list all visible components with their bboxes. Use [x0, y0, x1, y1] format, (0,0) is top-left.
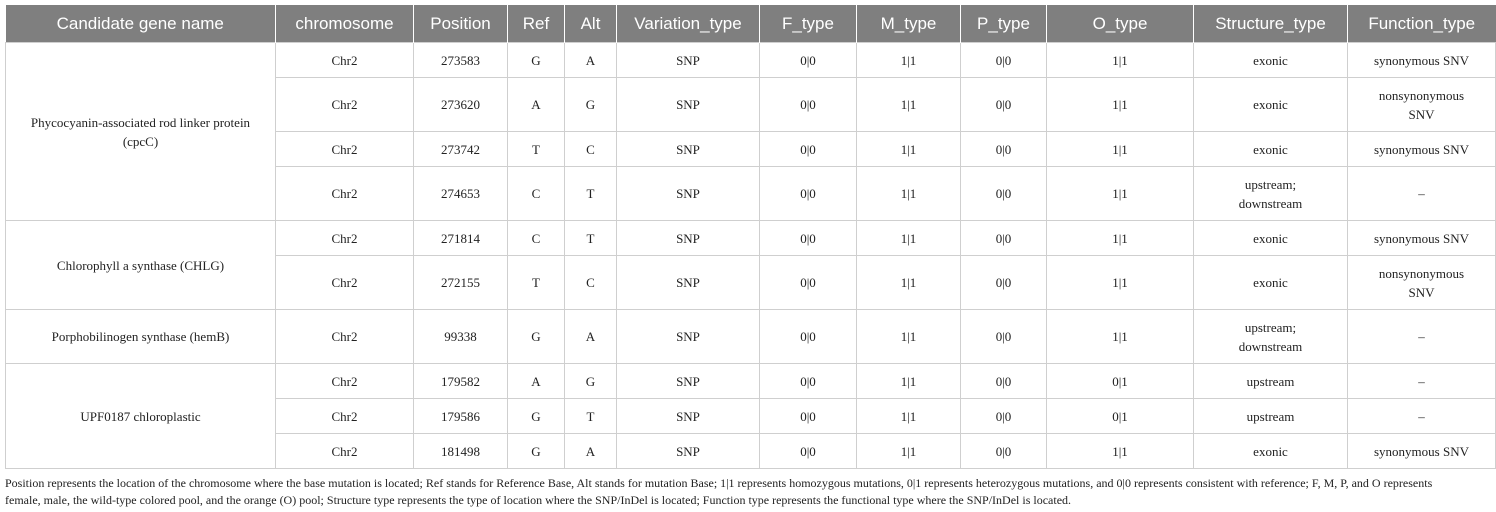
p-type-cell: 0|0 — [961, 167, 1047, 221]
table-header — [6, 5, 1496, 43]
position-cell: 271814 — [414, 221, 508, 256]
ref-cell: A — [508, 364, 565, 399]
gene-name-cell — [6, 364, 276, 469]
structure-type-cell — [1194, 310, 1348, 364]
f-type-cell: 0|0 — [760, 43, 857, 78]
ref-cell: G — [508, 43, 565, 78]
function-type-line: synonymous SNV — [1374, 443, 1469, 459]
o-type-cell: 1|1 — [1047, 167, 1194, 221]
column-header: Variation_type — [617, 5, 760, 43]
table-footnote: Position represents the location of the chromosome where the base mutation is located; Ref stands for Reference Base, Alt stands for mutation Base; 1|1 represents homozygous mutations, 0|1 represents heterozygous mutations, and 0|0 represents consistent with reference; F, M, P, and O represents female, male, the wild-type colored pool, and the orange (O) pool; Structure type represents the type of location where the SNP/InDel is located; Function type represents the functional type where the SNP/InDel is located. — [5, 476, 1433, 507]
function-type-cell — [1348, 221, 1496, 256]
gene-name: Phycocyanin-associated rod linker protein — [30, 114, 251, 130]
structure-type-line: downstream — [1238, 338, 1303, 354]
variation-type-cell: SNP — [617, 78, 760, 132]
chromosome-cell: Chr2 — [276, 221, 414, 256]
m-type-cell: 1|1 — [857, 221, 961, 256]
alt-cell: G — [565, 78, 617, 132]
column-header: P_type — [961, 5, 1047, 43]
f-type-cell: 0|0 — [760, 78, 857, 132]
structure-type-line: exonic — [1253, 141, 1288, 157]
gene-name: UPF0187 chloroplastic — [80, 408, 201, 424]
o-type-cell: 1|1 — [1047, 43, 1194, 78]
ref-cell: C — [508, 221, 565, 256]
p-type-cell: 0|0 — [961, 256, 1047, 310]
ref-cell: C — [508, 167, 565, 221]
structure-type-line: exonic — [1253, 97, 1288, 112]
function-type-line: – — [1418, 373, 1425, 389]
table-row — [6, 43, 1496, 78]
p-type-cell: 0|0 — [961, 132, 1047, 167]
p-type-cell: 0|0 — [961, 434, 1047, 469]
function-type-line: – — [1418, 329, 1425, 344]
variation-type-cell: SNP — [617, 132, 760, 167]
position-cell: 99338 — [414, 310, 508, 364]
column-header: Ref — [508, 5, 565, 43]
position-cell: 274653 — [414, 167, 508, 221]
position-cell: 179582 — [414, 364, 508, 399]
f-type-cell: 0|0 — [760, 221, 857, 256]
table-body — [6, 43, 1496, 469]
o-type-cell: 1|1 — [1047, 221, 1194, 256]
p-type-cell: 0|0 — [961, 310, 1047, 364]
chromosome-cell: Chr2 — [276, 310, 414, 364]
header-row — [6, 5, 1496, 43]
chromosome-cell: Chr2 — [276, 364, 414, 399]
gene-abbreviation: (cpcC) — [122, 133, 159, 149]
alt-cell: T — [565, 167, 617, 221]
chromosome-cell: Chr2 — [276, 78, 414, 132]
table-row — [6, 221, 1496, 256]
gene-name-cell — [6, 310, 276, 364]
function-type-line: synonymous SNV — [1374, 141, 1469, 157]
structure-type-line: downstream — [1238, 195, 1303, 211]
alt-cell: T — [565, 221, 617, 256]
column-header: Function_type — [1348, 5, 1496, 43]
alt-cell: T — [565, 399, 617, 434]
structure-type-line: exonic — [1253, 275, 1288, 290]
column-header: F_type — [760, 5, 857, 43]
function-type-line: – — [1418, 186, 1425, 201]
structure-type-line: upstream; — [1244, 319, 1297, 335]
structure-type-cell — [1194, 256, 1348, 310]
o-type-cell: 1|1 — [1047, 78, 1194, 132]
o-type-cell: 0|1 — [1047, 399, 1194, 434]
p-type-cell: 0|0 — [961, 78, 1047, 132]
o-type-cell: 1|1 — [1047, 310, 1194, 364]
structure-type-cell — [1194, 399, 1348, 434]
f-type-cell: 0|0 — [760, 364, 857, 399]
p-type-cell: 0|0 — [961, 399, 1047, 434]
variation-type-cell: SNP — [617, 43, 760, 78]
position-cell: 179586 — [414, 399, 508, 434]
o-type-cell: 1|1 — [1047, 132, 1194, 167]
o-type-cell: 1|1 — [1047, 434, 1194, 469]
position-cell: 181498 — [414, 434, 508, 469]
chromosome-cell: Chr2 — [276, 399, 414, 434]
variation-type-cell: SNP — [617, 399, 760, 434]
chromosome-cell: Chr2 — [276, 167, 414, 221]
gene-name: Porphobilinogen synthase (hemB) — [51, 329, 230, 344]
snp-table — [5, 5, 1496, 469]
o-type-cell: 0|1 — [1047, 364, 1194, 399]
alt-cell: G — [565, 364, 617, 399]
function-type-cell — [1348, 167, 1496, 221]
variation-type-cell: SNP — [617, 364, 760, 399]
column-header: M_type — [857, 5, 961, 43]
column-header: chromosome — [276, 5, 414, 43]
function-type-cell — [1348, 43, 1496, 78]
m-type-cell: 1|1 — [857, 167, 961, 221]
p-type-cell: 0|0 — [961, 43, 1047, 78]
structure-type-cell — [1194, 221, 1348, 256]
variation-type-cell: SNP — [617, 256, 760, 310]
o-type-cell: 1|1 — [1047, 256, 1194, 310]
function-type-line: SNV — [1408, 106, 1435, 122]
alt-cell: A — [565, 434, 617, 469]
ref-cell: G — [508, 399, 565, 434]
structure-type-line: exonic — [1253, 443, 1288, 459]
structure-type-cell — [1194, 434, 1348, 469]
column-header: Candidate gene name — [6, 5, 276, 43]
function-type-line: synonymous SNV — [1374, 52, 1469, 68]
structure-type-line: exonic — [1253, 52, 1288, 68]
structure-type-line: upstream — [1246, 408, 1295, 424]
function-type-cell — [1348, 256, 1496, 310]
function-type-cell — [1348, 132, 1496, 167]
position-cell: 272155 — [414, 256, 508, 310]
function-type-cell — [1348, 434, 1496, 469]
m-type-cell: 1|1 — [857, 399, 961, 434]
f-type-cell: 0|0 — [760, 434, 857, 469]
structure-type-cell — [1194, 132, 1348, 167]
position-cell: 273742 — [414, 132, 508, 167]
variation-type-cell: SNP — [617, 221, 760, 256]
position-cell: 273620 — [414, 78, 508, 132]
table-row — [6, 310, 1496, 364]
structure-type-cell — [1194, 364, 1348, 399]
ref-cell: T — [508, 132, 565, 167]
f-type-cell: 0|0 — [760, 310, 857, 364]
table-container — [5, 5, 1476, 509]
function-type-line: nonsynonymous — [1378, 265, 1465, 281]
structure-type-line: upstream — [1246, 373, 1295, 389]
position-cell: 273583 — [414, 43, 508, 78]
m-type-cell: 1|1 — [857, 256, 961, 310]
structure-type-line: exonic — [1253, 230, 1288, 246]
function-type-line: synonymous SNV — [1374, 230, 1469, 246]
table-row — [6, 364, 1496, 399]
f-type-cell: 0|0 — [760, 256, 857, 310]
m-type-cell: 1|1 — [857, 364, 961, 399]
variation-type-cell: SNP — [617, 310, 760, 364]
p-type-cell: 0|0 — [961, 221, 1047, 256]
ref-cell: A — [508, 78, 565, 132]
gene-name-cell — [6, 43, 276, 221]
function-type-cell — [1348, 364, 1496, 399]
structure-type-line: upstream; — [1244, 176, 1297, 192]
chromosome-cell: Chr2 — [276, 256, 414, 310]
ref-cell: G — [508, 310, 565, 364]
alt-cell: A — [565, 310, 617, 364]
variation-type-cell: SNP — [617, 434, 760, 469]
column-header: Position — [414, 5, 508, 43]
m-type-cell: 1|1 — [857, 310, 961, 364]
function-type-cell — [1348, 78, 1496, 132]
m-type-cell: 1|1 — [857, 132, 961, 167]
ref-cell: G — [508, 434, 565, 469]
f-type-cell: 0|0 — [760, 167, 857, 221]
structure-type-cell — [1194, 167, 1348, 221]
function-type-cell — [1348, 310, 1496, 364]
p-type-cell: 0|0 — [961, 364, 1047, 399]
structure-type-cell — [1194, 78, 1348, 132]
m-type-cell: 1|1 — [857, 434, 961, 469]
structure-type-cell — [1194, 43, 1348, 78]
alt-cell: A — [565, 43, 617, 78]
alt-cell: C — [565, 256, 617, 310]
function-type-line: SNV — [1408, 284, 1435, 300]
ref-cell: T — [508, 256, 565, 310]
gene-name-cell — [6, 221, 276, 310]
m-type-cell: 1|1 — [857, 78, 961, 132]
function-type-cell — [1348, 399, 1496, 434]
alt-cell: C — [565, 132, 617, 167]
function-type-line: – — [1418, 408, 1425, 424]
variation-type-cell: SNP — [617, 167, 760, 221]
m-type-cell: 1|1 — [857, 43, 961, 78]
gene-name: Chlorophyll a synthase (CHLG) — [56, 257, 225, 273]
column-header: O_type — [1047, 5, 1194, 43]
chromosome-cell: Chr2 — [276, 132, 414, 167]
f-type-cell: 0|0 — [760, 132, 857, 167]
function-type-line: nonsynonymous — [1378, 87, 1465, 103]
f-type-cell: 0|0 — [760, 399, 857, 434]
column-header: Alt — [565, 5, 617, 43]
chromosome-cell: Chr2 — [276, 434, 414, 469]
chromosome-cell: Chr2 — [276, 43, 414, 78]
column-header: Structure_type — [1194, 5, 1348, 43]
